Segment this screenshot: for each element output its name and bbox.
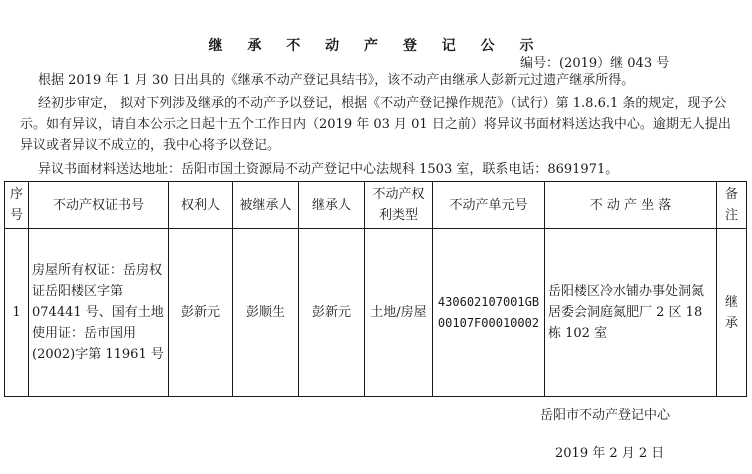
notice-title: 继 承 不 动 产 登 记 公 示	[208, 38, 544, 54]
issue-date: 2019 年 2 月 2 日	[555, 446, 665, 461]
issuer-signature: 岳阳市不动产登记中心	[540, 408, 671, 423]
cell-heir: 彭新元	[299, 229, 365, 397]
cell-right-type: 土地/房屋	[365, 229, 433, 397]
paragraph-review-notice: 经初步审定， 拟对下列涉及继承的不动产予以登记，根据《不动产登记操作规范》（试行）第 1.8.6.1 条的规定，现予公示。如有异议，请自本公示之日起十五个工作日内（2019 年 03 月 01 日之前）将异议书面材料送达我中心。逾期无人提出异议或者异议不成立的，我中心将予以登记。	[20, 96, 731, 153]
cell-cert: 房屋所有权证：岳房权证岳阳楼区字第 074441 号、国有土地使用证：岳市国用(2002)字第 11961 号	[29, 229, 169, 397]
cell-unit-no: 430602107001GB00107F00010002	[433, 229, 545, 397]
table-row	[5, 229, 747, 397]
header-decedent: 被继承人	[233, 182, 299, 229]
paragraph-objection-address: 异议书面材料送达地址：岳阳市国土资源局不动产登记中心法规科 1503 室，联系电话：8691971。	[38, 162, 619, 177]
cell-holder: 彭新元	[169, 229, 233, 397]
table-header-row	[5, 182, 747, 229]
header-unit-no: 不动产单元号	[433, 182, 545, 229]
header-location: 不 动 产 坐 落	[545, 182, 717, 229]
property-table	[4, 181, 747, 397]
cell-note: 继承	[717, 229, 747, 397]
document-number: 编号：(2019）继 043 号	[520, 56, 670, 71]
header-note: 备注	[717, 182, 747, 229]
cell-decedent: 彭顺生	[233, 229, 299, 397]
paragraph-inheritance-basis: 根据 2019 年 1 月 30 日出具的《继承不动产登记具结书》，该不动产由继承人彭新元过遗产继承所得。	[38, 73, 635, 88]
header-cert: 不动产权证书号	[29, 182, 169, 229]
cell-seq: 1	[5, 229, 29, 397]
header-seq: 序号	[5, 182, 29, 229]
header-holder: 权利人	[169, 182, 233, 229]
cell-location: 岳阳楼区冷水铺办事处洞氮居委会洞庭氮肥厂 2 区 18 栋 102 室	[545, 229, 717, 397]
header-heir: 继承人	[299, 182, 365, 229]
header-right-type: 不动产权利类型	[365, 182, 433, 229]
